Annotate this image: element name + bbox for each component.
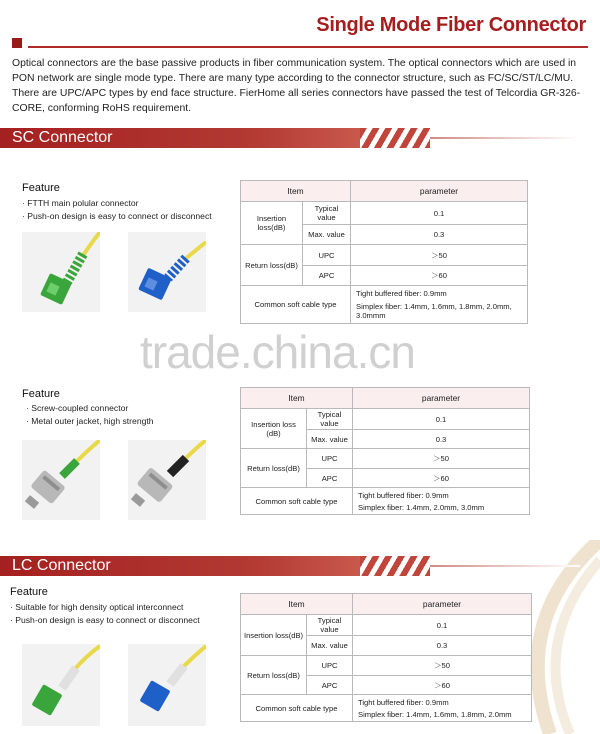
upc-value: ＞50 bbox=[353, 449, 530, 469]
table-header-parameter: parameter bbox=[351, 181, 528, 202]
lc-upc-connector-photo bbox=[128, 644, 206, 726]
upc-value: ＞50 bbox=[351, 245, 528, 266]
lc-apc-connector-photo bbox=[22, 644, 100, 726]
cable-line-2: Simplex fiber: 1.4mm, 1.6mm, 1.8mm, 2.0mm, 3.0mmm bbox=[356, 302, 512, 320]
upc-label: UPC bbox=[303, 245, 351, 266]
list-item: · Screw-coupled connector bbox=[26, 402, 154, 415]
sc-upc-connector-photo bbox=[128, 232, 206, 312]
intro-paragraph: Optical connectors are the base passive products in fiber communication system. The optical connectors which are used in PON network are single mode type. There are many type according to the connector structure, such as FC/SC/ST/LC/MU. There are UPC/APC types by end face structure. FierHome all series connectors have passed the test of Telcordia GR-326-CORE, conforming RoHS requirement. bbox=[12, 58, 581, 114]
cable-line-2: Simplex fiber: 1.4mm, 2.0mm, 3.0mm bbox=[358, 502, 485, 512]
typical-value: 0.1 bbox=[351, 202, 528, 225]
return-loss-label: Return loss(dB) bbox=[241, 449, 307, 488]
list-item: · Push-on design is easy to connect or disconnect bbox=[22, 210, 212, 223]
cable-line-1: Tight buffered fiber: 0.9mm bbox=[358, 490, 449, 500]
apc-label: APC bbox=[307, 676, 353, 695]
spec-table-lc bbox=[240, 593, 532, 722]
page-title: Single Mode Fiber Connector bbox=[316, 14, 586, 36]
max-value: 0.3 bbox=[353, 636, 532, 656]
insertion-loss-label: Insertion loss(dB) bbox=[241, 202, 303, 245]
cable-type-value bbox=[351, 286, 528, 324]
feature-list-sc bbox=[22, 197, 212, 223]
typical-value: 0.1 bbox=[353, 615, 532, 636]
apc-label: APC bbox=[307, 469, 353, 488]
stripes-decor bbox=[360, 128, 430, 148]
section-title-sc: SC Connector bbox=[12, 129, 113, 146]
typical-value-label: Typical value bbox=[307, 615, 353, 636]
spec-table-sc bbox=[240, 180, 528, 324]
cable-line-1: Tight buffered fiber: 0.9mm bbox=[358, 697, 449, 707]
max-value-label: Max. value bbox=[307, 636, 353, 656]
list-item: · Suitable for high density optical interconnect bbox=[10, 601, 200, 614]
return-loss-label: Return loss(dB) bbox=[241, 656, 307, 695]
feature-title-sc: Feature bbox=[22, 182, 60, 194]
spec-table-fc bbox=[240, 387, 530, 515]
typical-value: 0.1 bbox=[353, 409, 530, 430]
cable-line-1: Tight buffered fiber: 0.9mm bbox=[356, 289, 447, 298]
section-title-lc: LC Connector bbox=[12, 557, 111, 574]
title-bar bbox=[0, 10, 600, 50]
max-value: 0.3 bbox=[353, 430, 530, 449]
cable-type-label: Common soft cable type bbox=[241, 488, 353, 515]
cable-line-2: Simplex fiber: 1.4mm, 1.6mm, 1.8mm, 2.0mm bbox=[358, 709, 512, 719]
insertion-loss-label: Insertion loss(dB) bbox=[241, 615, 307, 656]
apc-value: ＞60 bbox=[353, 469, 530, 488]
feature-list-fc bbox=[26, 402, 154, 428]
feature-title-fc: Feature bbox=[22, 388, 60, 400]
apc-label: APC bbox=[303, 266, 351, 286]
feature-title-lc: Feature bbox=[10, 586, 48, 598]
title-square-decor bbox=[12, 38, 22, 48]
table-header-item: Item bbox=[241, 388, 353, 409]
typical-value-label: Typical value bbox=[307, 409, 353, 430]
table-header-item: Item bbox=[241, 594, 353, 615]
cable-type-label: Common soft cable type bbox=[241, 695, 353, 722]
apc-value: ＞60 bbox=[351, 266, 528, 286]
max-value: 0.3 bbox=[351, 225, 528, 245]
watermark: trade.china.cn bbox=[140, 326, 415, 378]
insertion-loss-label: Insertion loss (dB) bbox=[241, 409, 307, 449]
fc-upc-connector-photo bbox=[128, 440, 206, 520]
fc-apc-connector-photo bbox=[22, 440, 100, 520]
upc-label: UPC bbox=[307, 656, 353, 676]
feature-list-lc bbox=[10, 601, 200, 627]
table-header-parameter: parameter bbox=[353, 594, 532, 615]
section-header-sc bbox=[0, 128, 560, 148]
max-value-label: Max. value bbox=[307, 430, 353, 449]
sc-apc-connector-photo bbox=[22, 232, 100, 312]
table-header-parameter: parameter bbox=[353, 388, 530, 409]
list-item: · Push-on design is easy to connect or disconnect bbox=[10, 614, 200, 627]
upc-label: UPC bbox=[307, 449, 353, 469]
typical-value-label: Typical value bbox=[303, 202, 351, 225]
return-loss-label: Return loss(dB) bbox=[241, 245, 303, 286]
list-item: · Metal outer jacket, high strength bbox=[26, 415, 154, 428]
cable-type-value bbox=[353, 488, 530, 515]
apc-value: ＞60 bbox=[353, 676, 532, 695]
table-header-item: Item bbox=[241, 181, 351, 202]
stripes-decor bbox=[360, 556, 430, 576]
max-value-label: Max. value bbox=[303, 225, 351, 245]
title-underline bbox=[28, 46, 588, 48]
cable-type-label: Common soft cable type bbox=[241, 286, 351, 324]
cable-type-value bbox=[353, 695, 532, 722]
section-header-lc bbox=[0, 556, 560, 576]
list-item: · FTTH main polular connector bbox=[22, 197, 212, 210]
upc-value: ＞50 bbox=[353, 656, 532, 676]
